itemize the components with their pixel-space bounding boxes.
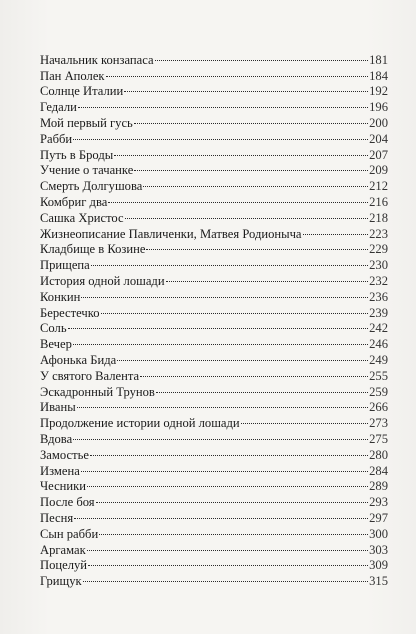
toc-entry-title: У святого Валента — [40, 368, 140, 383]
toc-entry-title: Измена — [40, 463, 80, 478]
toc-entry-page: 184 — [369, 68, 388, 83]
toc-entry-title: Песня — [40, 510, 74, 525]
toc-entry-title: Грищук — [40, 574, 82, 589]
toc-entry-page: 297 — [369, 510, 388, 525]
dot-leader — [134, 111, 369, 127]
toc-entry-title: Берестечко — [40, 305, 100, 320]
toc-entry — [40, 490, 388, 510]
toc-entry-page: 246 — [369, 337, 388, 352]
dot-leader — [83, 569, 369, 585]
toc-entry-title: Рабби — [40, 131, 73, 146]
dot-leader — [74, 506, 369, 522]
toc-entry — [40, 427, 388, 446]
toc-entry-page: 212 — [369, 179, 388, 194]
dot-leader — [91, 253, 369, 269]
toc-entry-title: Иваны — [40, 400, 76, 415]
toc-entry-page: 229 — [369, 242, 388, 257]
dot-leader — [73, 127, 369, 143]
toc-entry-title: Чесники — [40, 479, 87, 494]
toc-entry-page: 236 — [369, 289, 388, 304]
dot-leader — [99, 522, 369, 538]
toc-entry — [40, 95, 388, 115]
toc-entry-page: 273 — [369, 416, 388, 431]
dot-leader — [140, 364, 369, 380]
toc-entry-page: 192 — [369, 84, 388, 99]
toc-entry — [40, 301, 388, 320]
toc-entry — [40, 569, 388, 589]
dot-leader — [73, 332, 369, 348]
toc-entry-title: Продолжение истории одной лошади — [40, 416, 240, 431]
dot-leader — [156, 380, 369, 396]
dot-leader — [81, 459, 369, 475]
toc-entry — [40, 48, 388, 67]
toc-entry — [40, 443, 388, 462]
toc-entry-page: 259 — [369, 384, 388, 399]
toc-entry — [40, 285, 388, 304]
toc-entry-title: Пан Аполек — [40, 68, 105, 83]
toc-entry-page: 280 — [369, 447, 388, 462]
toc-entry-page: 232 — [369, 273, 388, 288]
dot-leader — [143, 174, 369, 190]
toc-entry-title: Поцелуй — [40, 558, 88, 573]
toc-entry-page: 218 — [369, 210, 388, 225]
toc-entry — [40, 506, 388, 525]
toc-entry-page: 230 — [369, 258, 388, 273]
dot-leader — [87, 475, 369, 491]
toc-entry-page: 293 — [369, 495, 388, 510]
toc-entry-title: Сын рабби — [40, 526, 99, 541]
toc-entry-page: 289 — [369, 479, 388, 494]
toc-entry — [40, 317, 388, 336]
dot-leader — [77, 396, 369, 412]
toc-entry-title: После боя — [40, 495, 95, 510]
toc-entry-title: Жизнеописание Павличенки, Матвея Родионыча — [40, 226, 302, 241]
toc-entry-page: 300 — [369, 526, 388, 541]
toc-entry-page: 181 — [369, 52, 388, 67]
toc-entry-page: 200 — [369, 115, 388, 130]
toc-entry-page: 216 — [369, 194, 388, 209]
toc-entry-page: 309 — [369, 558, 388, 573]
toc-entry-title: Солнце Италии — [40, 84, 124, 99]
dot-leader — [68, 317, 370, 333]
toc-entry — [40, 475, 388, 494]
toc-entry-page: 207 — [369, 147, 388, 162]
dot-leader — [108, 190, 369, 206]
toc-entry-page: 315 — [369, 574, 388, 589]
dot-leader — [124, 80, 369, 96]
toc-entry-page: 239 — [369, 305, 388, 320]
table-of-contents — [40, 48, 388, 589]
dot-leader — [78, 95, 369, 111]
toc-entry — [40, 396, 388, 415]
dot-leader — [155, 48, 370, 64]
toc-entry — [40, 348, 388, 367]
toc-entry-title: Путь в Броды — [40, 147, 114, 162]
dot-leader — [87, 538, 369, 554]
toc-entry-title: Мой первый гусь — [40, 115, 133, 130]
toc-entry — [40, 554, 388, 573]
dot-leader — [303, 222, 370, 238]
toc-entry-page: 255 — [369, 368, 388, 383]
toc-entry-page: 266 — [369, 400, 388, 415]
toc-entry-page: 249 — [369, 352, 388, 367]
dot-leader — [101, 301, 370, 317]
toc-entry-title: Прищепа — [40, 258, 90, 273]
toc-entry — [40, 111, 388, 130]
dot-leader — [81, 285, 369, 301]
toc-entry — [40, 332, 388, 352]
toc-entry-title: Учение о тачанке — [40, 163, 134, 178]
toc-entry-title: Начальник конзапаса — [40, 52, 154, 67]
dot-leader — [114, 143, 369, 159]
dot-leader — [134, 159, 369, 175]
dot-leader — [166, 269, 370, 285]
toc-entry — [40, 127, 388, 146]
dot-leader — [117, 348, 369, 364]
toc-entry-title: Аргамак — [40, 542, 86, 557]
dot-leader — [146, 238, 369, 254]
toc-entry-title: Комбриг два — [40, 194, 108, 209]
toc-entry-page: 242 — [369, 321, 388, 336]
toc-entry-title: Сашка Христос — [40, 210, 124, 225]
toc-entry-page: 303 — [369, 542, 388, 557]
toc-entry — [40, 522, 388, 541]
toc-entry-page: 204 — [369, 131, 388, 146]
toc-entry — [40, 143, 388, 162]
toc-entry-page: 223 — [369, 226, 388, 241]
toc-entry — [40, 538, 388, 557]
toc-entry-title: Гедали — [40, 100, 77, 115]
toc-entry-title: История одной лошади — [40, 273, 165, 288]
toc-entry-page: 284 — [369, 463, 388, 478]
toc-entry-title: Эскадронный Трунов — [40, 384, 155, 399]
toc-entry-page: 209 — [369, 163, 388, 178]
toc-entry — [40, 253, 388, 273]
toc-entry-title: Вечер — [40, 337, 72, 352]
toc-entry-title: Смерть Долгушова — [40, 179, 143, 194]
toc-entry-page: 196 — [369, 100, 388, 115]
toc-entry-title: Афонька Бида — [40, 352, 117, 367]
toc-entry — [40, 269, 388, 288]
dot-leader — [96, 490, 370, 506]
toc-entry-title: Замостье — [40, 447, 89, 462]
toc-entry-title: Соль — [40, 321, 67, 336]
toc-entry — [40, 459, 388, 478]
dot-leader — [125, 206, 369, 222]
toc-entry-title: Вдова — [40, 431, 73, 446]
dot-leader — [73, 427, 369, 443]
toc-entry-title: Кладбище в Козине — [40, 242, 146, 257]
toc-entry-page: 275 — [369, 431, 388, 446]
toc-entry-title: Конкин — [40, 289, 81, 304]
dot-leader — [106, 64, 370, 80]
dot-leader — [90, 443, 369, 459]
dot-leader — [241, 411, 369, 427]
toc-entry — [40, 411, 388, 431]
dot-leader — [88, 554, 369, 570]
